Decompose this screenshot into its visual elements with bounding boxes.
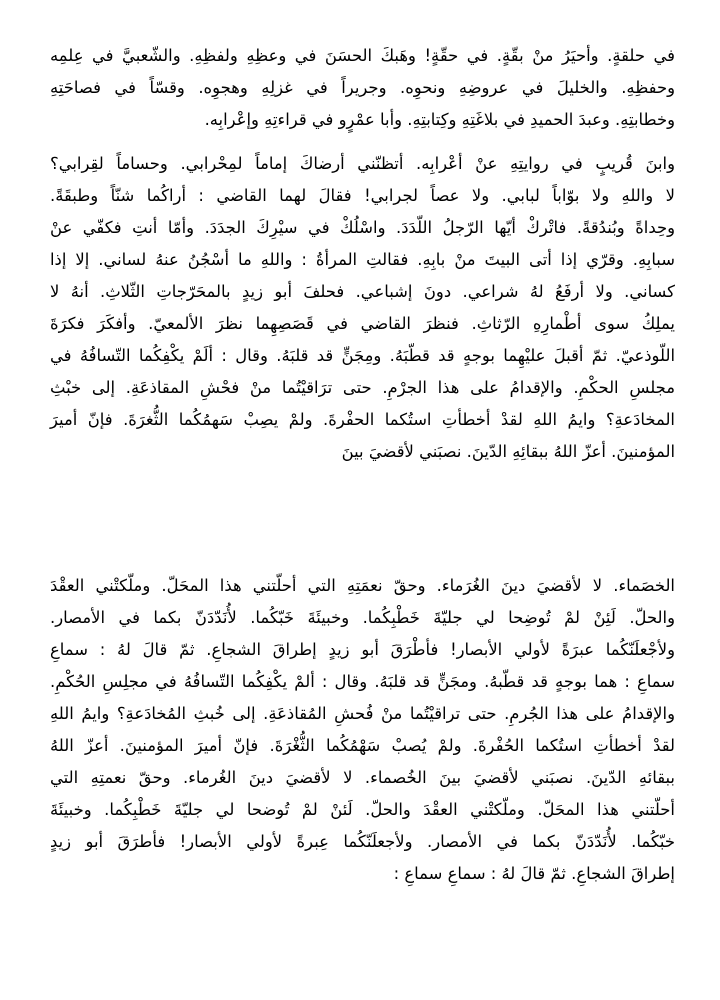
text-line: سبابِهِ. وقرّي إذا أتى البيتَ منْ بابِهِ. فقالتِ المرأةُ : واللهِ ما أسْجُنُ عنهُ لساني. إلا إذا: [50, 250, 675, 269]
text-line: ولأجْعلَنّكُما عبرَةً لأولي الأبصار! فأطْرَقَ أبو زيدٍ إطراقَ الشجاعِ. ثمّ قالَ لهُ : سماعِ: [50, 640, 675, 659]
text-line: مجلسِ الحكْمِ. والإقدامُ على هذا الجرْمِ. حتى ترَاقيْتُما منْ فحْشِ المقاذعَةِ. إلى خبْثِ: [50, 378, 675, 397]
text-line: اللّوذعيّ. ثمّ أقبلَ عليْهِما بوجهٍ قد قطّبَهُ. ومِجَنٍّ قد قلبَهُ. وقال : ألَمْ يكْفِكُما التّسافُهُ في: [50, 346, 675, 365]
text-line: أحلّتني هذا المحَلّ. وملّكتْني العقْدَ والحلّ. لَئنْ لمْ تُوضحا لي جليّةَ خَطْبِكُما. وخبيئَةَ: [50, 800, 675, 819]
text-line: إطراقَ الشجاعِ. ثمّ قالَ لهُ : سماعِ سماعِ :: [393, 864, 675, 883]
text-line: في حلقةٍ. وأحيَرُ منْ بقّةٍ. في حقّةٍ! وهَبكَ الحسَنَ في وعظِهِ ولفظِهِ. والشّعبيَّ في عِلمِه: [50, 46, 675, 65]
text-line: وابنَ قُريبٍ في روايتِهِ عنْ أعْرابِه. أتظنّني أرضاكَ إماماً لمِحْرابي. وحساماً لقِرابي؟: [50, 154, 675, 173]
text-line: وخطابتِهِ. وعبدَ الحميدِ في بلاغَتِهِ وكِتابتِهِ. وأبا عمْرٍو في قراءتِهِ وإعْرابِه.: [204, 110, 675, 129]
text-line: لا واللهِ ولا بوّاباً لبابي. ولا عصاً لجرابي! فقالَ لهما القاضي : أراكُما شنّاً وطبقَةً.: [50, 186, 675, 205]
paragraph-2: [50, 148, 675, 468]
text-line: وحِداةً وبُندُقةً. فاتْركْ أيّها الرّجلُ اللّدَدَ. واسْلُكْ في سيْرِكَ الجدَدَ. وأمّا أنتِ فكفّي عنْ: [50, 218, 675, 237]
text-line: والإقدامُ على هذا الجُرمِ. حتى تراقيْتُما منْ فُحشِ المُقاذعَةِ. إلى خُبثِ المُخادَعةِ؟ وايمُ اللهِ: [50, 704, 675, 723]
paragraph-1: [50, 40, 675, 136]
text-line: لقدْ أخطأتِ استُكما الحُفْرةَ. ولمْ يُصبْ سَهْمُكُما الثُّغْرَةَ. فإنّ أميرَ المؤمنينَ. أعزّ اللهُ: [50, 736, 675, 755]
text-line: وحفظِهِ. والخليلَ في عروضِهِ ونحوِه. وجريراً في غزلِهِ وهجوِه. وقسّاً في فصاحَتِهِ: [50, 78, 675, 97]
text-line: المؤمنينَ. أعزّ اللهُ ببقائِهِ الدّينَ. نصبَني لأقضيَ بينَ: [341, 442, 675, 461]
text-line: والحلّ. لَئِنْ لمْ تُوضِحا لي جليّةَ خَطْبِكُما. وخبيئَةَ خَبّكُما. لأُنَدّدَنّ بكما في الأمصار.: [50, 608, 675, 627]
text-line: يملِكُ سوى أطْمارِهِ الرّثاثِ. فنظرَ القاضي في قَصَصِهِما نظرَ الألمعيّ. وأفكَرَ فكرَةَ: [50, 314, 675, 333]
text-line: الخصَماء. لا لأقضيَ دينَ الغُرَماء. وحقّ نعمَتِهِ التي أحلّتني هذا المحَلّ. وملّكتْني العقْدَ: [50, 576, 675, 595]
paragraph-3: [50, 570, 675, 890]
text-line: المخادَعةِ؟ وايمُ اللهِ لقدْ أخطأتِ استُكما الحفْرةَ. ولمْ يصِبْ سَهمُكُما الثُّغرَةَ. فإنّ أميرَ: [50, 410, 675, 429]
text-line: ببقائهِ الدّينَ. نصبَني لأقضيَ بينَ الخُصماء. لا لأقضيَ دينَ الغُرماء. وحقّ نعمتِهِ التي: [50, 768, 675, 787]
text-line: خبّكُما. لأُنَدّدَنّ بكما في الأمصار. ولأجعلَنّكُما عِبرةً لأولي الأبصار! فأطرَقَ أبو زيدٍ: [50, 832, 675, 851]
text-line: كساني. ولا أرفَعُ لهُ شراعي. دونَ إشباعي. فحلفَ أبو زيدٍ بالمحَرّجاتِ الثّلاثِ. أنهُ لا: [50, 282, 675, 301]
text-line: سماعِ : هما بوجهٍ قد قطّبهُ. ومجَنٍّ قد قلبَهُ. وقال : ألمْ يكْفِكُما التّسافُهُ في مجلِسِ الحُكْمِ.: [50, 672, 675, 691]
